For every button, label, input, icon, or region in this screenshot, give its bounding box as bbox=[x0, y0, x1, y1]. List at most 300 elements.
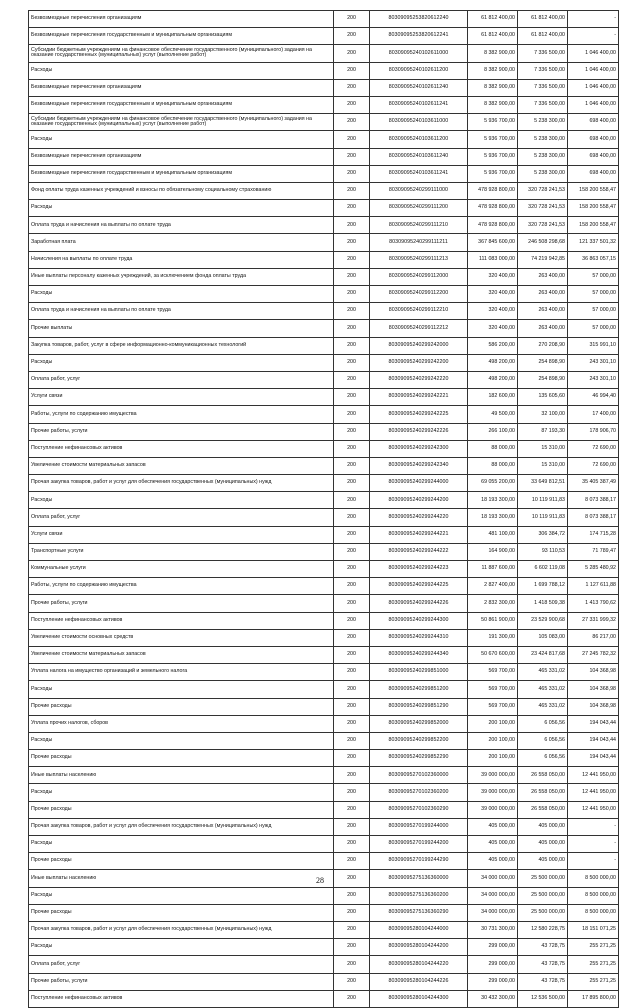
row-executed-amount-cell: 1 699 788,12 bbox=[518, 578, 568, 595]
row-budget-code-cell: 80309095240103611000 bbox=[370, 114, 468, 131]
row-executed-amount-cell: 270 208,90 bbox=[518, 337, 568, 354]
row-executed-amount-cell: 61 812 400,00 bbox=[518, 28, 568, 45]
page-number: 28 bbox=[316, 876, 324, 885]
row-name-cell: Безвозмездные перечисления организациям bbox=[29, 79, 334, 96]
row-code-cell: 200 bbox=[334, 114, 370, 131]
table-row bbox=[29, 578, 619, 595]
row-code-cell: 200 bbox=[334, 853, 370, 870]
row-executed-amount-cell: 306 384,72 bbox=[518, 526, 568, 543]
table-row bbox=[29, 990, 619, 1007]
row-name-cell: Субсидии бюджетным учреждениям на финансовое обеспечение государственного (муниципального) задания на оказание государственных (муниципальных) услуг (выполнение работ) bbox=[29, 45, 334, 62]
row-name-cell: Оплата работ, услуг bbox=[29, 509, 334, 526]
row-unexecuted-amount-cell: 57 000,00 bbox=[568, 303, 619, 320]
row-executed-amount-cell: 25 500 000,00 bbox=[518, 887, 568, 904]
row-executed-amount-cell: 405 000,00 bbox=[518, 853, 568, 870]
row-unexecuted-amount-cell: 174 715,28 bbox=[568, 526, 619, 543]
row-executed-amount-cell: 15 310,00 bbox=[518, 457, 568, 474]
row-code-cell: 200 bbox=[334, 732, 370, 749]
row-unexecuted-amount-cell: 86 217,00 bbox=[568, 629, 619, 646]
row-name-cell: Коммунальные услуги bbox=[29, 561, 334, 578]
table-row bbox=[29, 526, 619, 543]
row-executed-amount-cell: 320 728 241,53 bbox=[518, 217, 568, 234]
row-budget-code-cell: 80309095240299112200 bbox=[370, 286, 468, 303]
row-executed-amount-cell: 405 000,00 bbox=[518, 818, 568, 835]
row-executed-amount-cell: 263 400,00 bbox=[518, 320, 568, 337]
row-executed-amount-cell: 43 728,75 bbox=[518, 973, 568, 990]
row-executed-amount-cell: 5 238 300,00 bbox=[518, 165, 568, 182]
row-executed-amount-cell: 33 649 812,51 bbox=[518, 475, 568, 492]
row-code-cell: 200 bbox=[334, 62, 370, 79]
row-code-cell: 200 bbox=[334, 234, 370, 251]
row-name-cell: Расходы bbox=[29, 681, 334, 698]
table-row bbox=[29, 956, 619, 973]
table-row bbox=[29, 303, 619, 320]
row-name-cell: Прочая закупка товаров, работ и услуг для обеспечения государственных (муниципальных) нужд bbox=[29, 818, 334, 835]
row-budget-code-cell: 80309095240299851290 bbox=[370, 698, 468, 715]
table-row bbox=[29, 79, 619, 96]
table-row bbox=[29, 887, 619, 904]
row-name-cell: Расходы bbox=[29, 784, 334, 801]
row-unexecuted-amount-cell: 1 413 790,62 bbox=[568, 595, 619, 612]
row-name-cell: Расходы bbox=[29, 286, 334, 303]
row-unexecuted-amount-cell: 12 441 950,00 bbox=[568, 767, 619, 784]
row-budget-code-cell: 80309095270199244000 bbox=[370, 818, 468, 835]
row-unexecuted-amount-cell: 194 043,44 bbox=[568, 715, 619, 732]
row-name-cell: Поступление нефинансовых активов bbox=[29, 612, 334, 629]
row-approved-amount-cell: 5 936 700,00 bbox=[468, 165, 518, 182]
row-name-cell: Прочие выплаты bbox=[29, 320, 334, 337]
row-name-cell: Заработная плата bbox=[29, 234, 334, 251]
row-name-cell: Прочие расходы bbox=[29, 853, 334, 870]
row-unexecuted-amount-cell: 57 000,00 bbox=[568, 320, 619, 337]
table-row bbox=[29, 200, 619, 217]
row-approved-amount-cell: 88 000,00 bbox=[468, 440, 518, 457]
row-executed-amount-cell: 10 119 911,83 bbox=[518, 509, 568, 526]
row-executed-amount-cell: 23 424 817,68 bbox=[518, 646, 568, 663]
table-row bbox=[29, 337, 619, 354]
row-unexecuted-amount-cell: 5 285 480,92 bbox=[568, 561, 619, 578]
row-code-cell: 200 bbox=[334, 784, 370, 801]
row-name-cell: Оплата работ, услуг bbox=[29, 371, 334, 388]
row-name-cell: Работы, услуги по содержанию имущества bbox=[29, 406, 334, 423]
row-unexecuted-amount-cell: 57 000,00 bbox=[568, 268, 619, 285]
row-budget-code-cell: 80309095240299244221 bbox=[370, 526, 468, 543]
row-code-cell: 200 bbox=[334, 79, 370, 96]
row-name-cell: Работы, услуги по содержанию имущества bbox=[29, 578, 334, 595]
row-unexecuted-amount-cell: 18 151 071,25 bbox=[568, 921, 619, 938]
row-executed-amount-cell: 135 605,60 bbox=[518, 389, 568, 406]
row-executed-amount-cell: 10 119 911,83 bbox=[518, 492, 568, 509]
row-name-cell: Иные выплаты населению bbox=[29, 870, 334, 887]
table-row bbox=[29, 698, 619, 715]
row-code-cell: 200 bbox=[334, 11, 370, 28]
row-name-cell: Расходы bbox=[29, 732, 334, 749]
row-executed-amount-cell: 15 310,00 bbox=[518, 440, 568, 457]
row-budget-code-cell: 80309095240299244340 bbox=[370, 646, 468, 663]
row-approved-amount-cell: 498 200,00 bbox=[468, 371, 518, 388]
row-approved-amount-cell: 5 936 700,00 bbox=[468, 148, 518, 165]
row-unexecuted-amount-cell: 698 400,00 bbox=[568, 131, 619, 148]
row-approved-amount-cell: 39 000 000,00 bbox=[468, 767, 518, 784]
row-budget-code-cell: 80309095240299244225 bbox=[370, 578, 468, 595]
row-code-cell: 200 bbox=[334, 45, 370, 62]
table-row bbox=[29, 629, 619, 646]
row-code-cell: 200 bbox=[334, 509, 370, 526]
row-code-cell: 200 bbox=[334, 629, 370, 646]
row-code-cell: 200 bbox=[334, 818, 370, 835]
table-row bbox=[29, 406, 619, 423]
row-budget-code-cell: 80309095240299111213 bbox=[370, 251, 468, 268]
table-row bbox=[29, 973, 619, 990]
row-approved-amount-cell: 569 700,00 bbox=[468, 681, 518, 698]
table-row bbox=[29, 715, 619, 732]
row-name-cell: Оплата труда и начисления на выплаты по оплате труда bbox=[29, 217, 334, 234]
row-executed-amount-cell: 105 083,00 bbox=[518, 629, 568, 646]
row-executed-amount-cell: 7 336 500,00 bbox=[518, 96, 568, 113]
row-executed-amount-cell: 26 558 050,00 bbox=[518, 801, 568, 818]
row-name-cell: Расходы bbox=[29, 200, 334, 217]
row-unexecuted-amount-cell: 255 271,25 bbox=[568, 956, 619, 973]
row-budget-code-cell: 80309095240299112212 bbox=[370, 320, 468, 337]
row-name-cell: Уплата прочих налогов, сборов bbox=[29, 715, 334, 732]
row-name-cell: Прочие расходы bbox=[29, 698, 334, 715]
table-row bbox=[29, 784, 619, 801]
table-row bbox=[29, 45, 619, 62]
row-name-cell: Расходы bbox=[29, 492, 334, 509]
row-code-cell: 200 bbox=[334, 526, 370, 543]
row-code-cell: 200 bbox=[334, 990, 370, 1007]
row-approved-amount-cell: 61 812 400,00 bbox=[468, 28, 518, 45]
row-budget-code-cell: 80309095275136360290 bbox=[370, 904, 468, 921]
row-budget-code-cell: 80309095280104244226 bbox=[370, 973, 468, 990]
row-name-cell: Увеличение стоимости основных средств bbox=[29, 629, 334, 646]
row-approved-amount-cell: 200 100,00 bbox=[468, 750, 518, 767]
row-name-cell: Транспортные услуги bbox=[29, 543, 334, 560]
row-code-cell: 200 bbox=[334, 217, 370, 234]
row-approved-amount-cell: 69 055 200,00 bbox=[468, 475, 518, 492]
row-budget-code-cell: 80309095280104244200 bbox=[370, 939, 468, 956]
row-approved-amount-cell: 30 432 300,00 bbox=[468, 990, 518, 1007]
row-budget-code-cell: 80309095240299244226 bbox=[370, 595, 468, 612]
row-code-cell: 200 bbox=[334, 956, 370, 973]
row-budget-code-cell: 80309095240299111210 bbox=[370, 217, 468, 234]
table-row bbox=[29, 767, 619, 784]
table-row bbox=[29, 818, 619, 835]
row-unexecuted-amount-cell: 36 863 057,15 bbox=[568, 251, 619, 268]
row-name-cell: Прочая закупка товаров, работ и услуг для обеспечения государственных (муниципальных) нужд bbox=[29, 921, 334, 938]
row-budget-code-cell: 80309095253820612240 bbox=[370, 11, 468, 28]
row-approved-amount-cell: 405 000,00 bbox=[468, 818, 518, 835]
row-name-cell: Поступление нефинансовых активов bbox=[29, 440, 334, 457]
row-approved-amount-cell: 18 193 300,00 bbox=[468, 492, 518, 509]
row-code-cell: 200 bbox=[334, 750, 370, 767]
row-unexecuted-amount-cell: 27 245 782,32 bbox=[568, 646, 619, 663]
row-code-cell: 200 bbox=[334, 664, 370, 681]
row-approved-amount-cell: 30 731 300,00 bbox=[468, 921, 518, 938]
row-executed-amount-cell: 405 000,00 bbox=[518, 836, 568, 853]
row-executed-amount-cell: 5 238 300,00 bbox=[518, 148, 568, 165]
row-budget-code-cell: 80309095240299244310 bbox=[370, 629, 468, 646]
row-code-cell: 200 bbox=[334, 767, 370, 784]
row-executed-amount-cell: 6 602 119,08 bbox=[518, 561, 568, 578]
row-unexecuted-amount-cell: 121 337 501,32 bbox=[568, 234, 619, 251]
row-name-cell: Фонд оплаты труда казенных учреждений и взносы по обязательному социальному страхованию bbox=[29, 182, 334, 199]
row-executed-amount-cell: 6 056,56 bbox=[518, 750, 568, 767]
row-unexecuted-amount-cell: 104 368,98 bbox=[568, 681, 619, 698]
row-name-cell: Поступление нефинансовых активов bbox=[29, 990, 334, 1007]
row-budget-code-cell: 80309095240299242340 bbox=[370, 457, 468, 474]
row-approved-amount-cell: 299 000,00 bbox=[468, 956, 518, 973]
row-name-cell: Расходы bbox=[29, 62, 334, 79]
row-name-cell: Прочие работы, услуги bbox=[29, 595, 334, 612]
row-name-cell: Увеличение стоимости материальных запасов bbox=[29, 457, 334, 474]
row-unexecuted-amount-cell: - bbox=[568, 836, 619, 853]
table-row bbox=[29, 801, 619, 818]
row-name-cell: Расходы bbox=[29, 939, 334, 956]
row-approved-amount-cell: 478 928 800,00 bbox=[468, 182, 518, 199]
row-executed-amount-cell: 320 728 241,53 bbox=[518, 182, 568, 199]
row-approved-amount-cell: 39 000 000,00 bbox=[468, 784, 518, 801]
row-executed-amount-cell: 32 100,00 bbox=[518, 406, 568, 423]
row-unexecuted-amount-cell: 17 400,00 bbox=[568, 406, 619, 423]
table-row bbox=[29, 492, 619, 509]
row-unexecuted-amount-cell: 46 994,40 bbox=[568, 389, 619, 406]
table-row bbox=[29, 165, 619, 182]
table-row bbox=[29, 440, 619, 457]
row-name-cell: Прочая закупка товаров, работ и услуг для обеспечения государственных (муниципальных) нужд bbox=[29, 475, 334, 492]
row-code-cell: 200 bbox=[334, 320, 370, 337]
row-executed-amount-cell: 7 336 500,00 bbox=[518, 62, 568, 79]
row-budget-code-cell: 80309095240299244220 bbox=[370, 509, 468, 526]
row-code-cell: 200 bbox=[334, 440, 370, 457]
row-executed-amount-cell: 7 336 500,00 bbox=[518, 79, 568, 96]
table-row bbox=[29, 148, 619, 165]
row-unexecuted-amount-cell: - bbox=[568, 818, 619, 835]
row-approved-amount-cell: 2 832 300,00 bbox=[468, 595, 518, 612]
row-executed-amount-cell: 26 558 050,00 bbox=[518, 767, 568, 784]
row-approved-amount-cell: 182 600,00 bbox=[468, 389, 518, 406]
row-name-cell: Иные выплаты населению bbox=[29, 767, 334, 784]
row-unexecuted-amount-cell: 158 200 558,47 bbox=[568, 200, 619, 217]
row-budget-code-cell: 80309095240299242000 bbox=[370, 337, 468, 354]
table-row bbox=[29, 457, 619, 474]
row-unexecuted-amount-cell: - bbox=[568, 11, 619, 28]
row-approved-amount-cell: 299 000,00 bbox=[468, 973, 518, 990]
row-budget-code-cell: 80309095240299242226 bbox=[370, 423, 468, 440]
row-unexecuted-amount-cell: 243 301,10 bbox=[568, 354, 619, 371]
row-unexecuted-amount-cell: 178 906,70 bbox=[568, 423, 619, 440]
row-approved-amount-cell: 2 827 400,00 bbox=[468, 578, 518, 595]
table-row bbox=[29, 921, 619, 938]
row-code-cell: 200 bbox=[334, 887, 370, 904]
budget-report-sheet bbox=[28, 10, 618, 1008]
row-budget-code-cell: 80309095240299244223 bbox=[370, 561, 468, 578]
table-row bbox=[29, 561, 619, 578]
row-code-cell: 200 bbox=[334, 354, 370, 371]
row-executed-amount-cell: 61 812 400,00 bbox=[518, 11, 568, 28]
row-executed-amount-cell: 12 536 500,00 bbox=[518, 990, 568, 1007]
row-budget-code-cell: 80309095240299851000 bbox=[370, 664, 468, 681]
row-executed-amount-cell: 7 336 500,00 bbox=[518, 45, 568, 62]
row-budget-code-cell: 80309095253820612241 bbox=[370, 28, 468, 45]
table-row bbox=[29, 268, 619, 285]
row-code-cell: 200 bbox=[334, 96, 370, 113]
row-approved-amount-cell: 405 000,00 bbox=[468, 853, 518, 870]
row-approved-amount-cell: 164 900,00 bbox=[468, 543, 518, 560]
row-code-cell: 200 bbox=[334, 28, 370, 45]
row-approved-amount-cell: 34 000 000,00 bbox=[468, 870, 518, 887]
row-budget-code-cell: 80309095240299242200 bbox=[370, 354, 468, 371]
row-unexecuted-amount-cell: 104 368,98 bbox=[568, 664, 619, 681]
row-budget-code-cell: 80309095270199244200 bbox=[370, 836, 468, 853]
row-budget-code-cell: 80309095240299111200 bbox=[370, 200, 468, 217]
row-code-cell: 200 bbox=[334, 389, 370, 406]
row-unexecuted-amount-cell: 158 200 558,47 bbox=[568, 182, 619, 199]
row-name-cell: Иные выплаты персоналу казенных учреждений, за исключением фонда оплаты труда bbox=[29, 268, 334, 285]
row-approved-amount-cell: 200 100,00 bbox=[468, 715, 518, 732]
row-approved-amount-cell: 320 400,00 bbox=[468, 268, 518, 285]
row-approved-amount-cell: 88 000,00 bbox=[468, 457, 518, 474]
row-executed-amount-cell: 25 500 000,00 bbox=[518, 870, 568, 887]
table-row bbox=[29, 423, 619, 440]
table-row bbox=[29, 11, 619, 28]
table-row bbox=[29, 286, 619, 303]
row-approved-amount-cell: 50 861 900,00 bbox=[468, 612, 518, 629]
row-name-cell: Расходы bbox=[29, 887, 334, 904]
row-unexecuted-amount-cell: 8 073 388,17 bbox=[568, 509, 619, 526]
row-budget-code-cell: 80309095270102360290 bbox=[370, 801, 468, 818]
row-name-cell: Безвозмездные перечисления организациям bbox=[29, 148, 334, 165]
row-name-cell: Прочие расходы bbox=[29, 750, 334, 767]
row-approved-amount-cell: 405 000,00 bbox=[468, 836, 518, 853]
row-code-cell: 200 bbox=[334, 251, 370, 268]
row-approved-amount-cell: 39 000 000,00 bbox=[468, 801, 518, 818]
row-approved-amount-cell: 8 382 900,00 bbox=[468, 96, 518, 113]
row-code-cell: 200 bbox=[334, 578, 370, 595]
row-unexecuted-amount-cell: 315 991,10 bbox=[568, 337, 619, 354]
row-executed-amount-cell: 26 558 050,00 bbox=[518, 784, 568, 801]
row-code-cell: 200 bbox=[334, 801, 370, 818]
row-name-cell: Безвозмездные перечисления государственным и муниципальным организациям bbox=[29, 96, 334, 113]
row-budget-code-cell: 80309095240299242225 bbox=[370, 406, 468, 423]
row-budget-code-cell: 80309095240299852200 bbox=[370, 732, 468, 749]
row-name-cell: Начисления на выплаты по оплате труда bbox=[29, 251, 334, 268]
row-budget-code-cell: 80309095240299852290 bbox=[370, 750, 468, 767]
row-approved-amount-cell: 49 500,00 bbox=[468, 406, 518, 423]
row-name-cell: Оплата работ, услуг bbox=[29, 956, 334, 973]
row-budget-code-cell: 80309095240299852000 bbox=[370, 715, 468, 732]
row-executed-amount-cell: 93 110,53 bbox=[518, 543, 568, 560]
table-row bbox=[29, 853, 619, 870]
row-executed-amount-cell: 263 400,00 bbox=[518, 286, 568, 303]
row-unexecuted-amount-cell: 194 043,44 bbox=[568, 732, 619, 749]
row-budget-code-cell: 80309095240299244222 bbox=[370, 543, 468, 560]
table-row bbox=[29, 251, 619, 268]
table-row bbox=[29, 182, 619, 199]
row-executed-amount-cell: 25 500 000,00 bbox=[518, 904, 568, 921]
row-executed-amount-cell: 465 331,02 bbox=[518, 681, 568, 698]
row-unexecuted-amount-cell: 8 073 388,17 bbox=[568, 492, 619, 509]
table-row bbox=[29, 664, 619, 681]
row-code-cell: 200 bbox=[334, 200, 370, 217]
row-budget-code-cell: 80309095240103611240 bbox=[370, 148, 468, 165]
row-budget-code-cell: 80309095240299242300 bbox=[370, 440, 468, 457]
row-executed-amount-cell: 87 193,30 bbox=[518, 423, 568, 440]
row-code-cell: 200 bbox=[334, 475, 370, 492]
row-approved-amount-cell: 569 700,00 bbox=[468, 698, 518, 715]
row-approved-amount-cell: 34 000 000,00 bbox=[468, 904, 518, 921]
table-row bbox=[29, 114, 619, 131]
row-code-cell: 200 bbox=[334, 286, 370, 303]
row-code-cell: 200 bbox=[334, 904, 370, 921]
row-code-cell: 200 bbox=[334, 646, 370, 663]
row-executed-amount-cell: 254 898,90 bbox=[518, 354, 568, 371]
table-row bbox=[29, 62, 619, 79]
row-code-cell: 200 bbox=[334, 543, 370, 560]
table-row bbox=[29, 750, 619, 767]
table-row bbox=[29, 543, 619, 560]
row-budget-code-cell: 80309095270199244290 bbox=[370, 853, 468, 870]
row-budget-code-cell: 80309095240299242220 bbox=[370, 371, 468, 388]
row-name-cell: Расходы bbox=[29, 131, 334, 148]
row-unexecuted-amount-cell: 698 400,00 bbox=[568, 114, 619, 131]
row-executed-amount-cell: 263 400,00 bbox=[518, 303, 568, 320]
row-unexecuted-amount-cell: 104 368,98 bbox=[568, 698, 619, 715]
row-approved-amount-cell: 18 193 300,00 bbox=[468, 509, 518, 526]
row-unexecuted-amount-cell: 8 500 000,00 bbox=[568, 904, 619, 921]
row-unexecuted-amount-cell: 698 400,00 bbox=[568, 165, 619, 182]
row-unexecuted-amount-cell: 17 895 800,00 bbox=[568, 990, 619, 1007]
table-row bbox=[29, 836, 619, 853]
row-code-cell: 200 bbox=[334, 921, 370, 938]
row-approved-amount-cell: 320 400,00 bbox=[468, 303, 518, 320]
row-budget-code-cell: 80309095240299244200 bbox=[370, 492, 468, 509]
row-code-cell: 200 bbox=[334, 698, 370, 715]
row-executed-amount-cell: 5 238 300,00 bbox=[518, 131, 568, 148]
row-executed-amount-cell: 320 728 241,53 bbox=[518, 200, 568, 217]
row-unexecuted-amount-cell: 1 046 400,00 bbox=[568, 79, 619, 96]
table-row bbox=[29, 939, 619, 956]
row-budget-code-cell: 80309095240299851200 bbox=[370, 681, 468, 698]
row-code-cell: 200 bbox=[334, 836, 370, 853]
row-name-cell: Прочие работы, услуги bbox=[29, 423, 334, 440]
row-name-cell: Безвозмездные перечисления организациям bbox=[29, 11, 334, 28]
row-approved-amount-cell: 8 382 900,00 bbox=[468, 45, 518, 62]
row-unexecuted-amount-cell: 158 200 558,47 bbox=[568, 217, 619, 234]
row-budget-code-cell: 80309095280104244000 bbox=[370, 921, 468, 938]
row-budget-code-cell: 80309095240299112210 bbox=[370, 303, 468, 320]
row-unexecuted-amount-cell: 8 500 000,00 bbox=[568, 870, 619, 887]
row-executed-amount-cell: 254 898,90 bbox=[518, 371, 568, 388]
row-budget-code-cell: 80309095240299244300 bbox=[370, 612, 468, 629]
row-code-cell: 200 bbox=[334, 561, 370, 578]
row-unexecuted-amount-cell: - bbox=[568, 28, 619, 45]
row-approved-amount-cell: 34 000 000,00 bbox=[468, 887, 518, 904]
table-row bbox=[29, 217, 619, 234]
table-row bbox=[29, 509, 619, 526]
row-executed-amount-cell: 23 529 900,68 bbox=[518, 612, 568, 629]
row-name-cell: Субсидии бюджетным учреждениям на финансовое обеспечение государственного (муниципального) задания на оказание государственных (муниципальных) услуг (выполнение работ) bbox=[29, 114, 334, 131]
row-budget-code-cell: 80309095240299242221 bbox=[370, 389, 468, 406]
row-code-cell: 200 bbox=[334, 870, 370, 887]
table-row bbox=[29, 28, 619, 45]
row-name-cell: Безвозмездные перечисления государственным и муниципальным организациям bbox=[29, 165, 334, 182]
row-name-cell: Безвозмездные перечисления государственным и муниципальным организациям bbox=[29, 28, 334, 45]
row-name-cell: Услуги связи bbox=[29, 526, 334, 543]
row-unexecuted-amount-cell: 1 046 400,00 bbox=[568, 45, 619, 62]
row-approved-amount-cell: 320 400,00 bbox=[468, 320, 518, 337]
row-approved-amount-cell: 191 300,00 bbox=[468, 629, 518, 646]
